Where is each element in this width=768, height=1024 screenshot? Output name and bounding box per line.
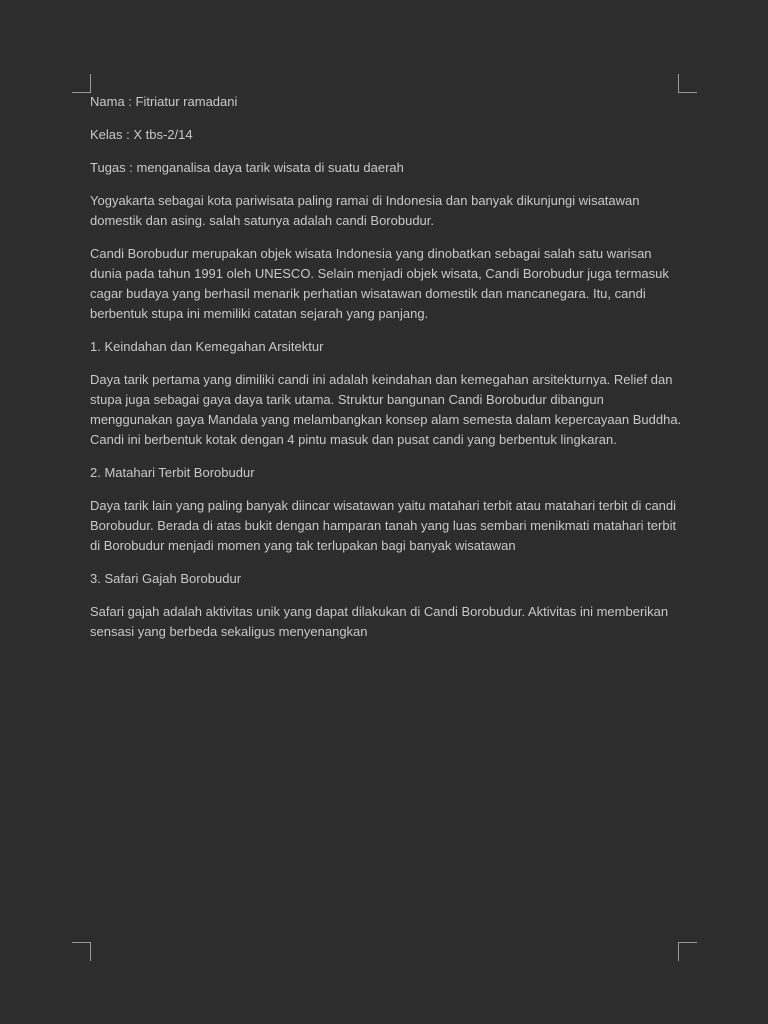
class-line: Kelas : X tbs-2/14 bbox=[90, 127, 193, 142]
section-body-elephant-safari: Safari gajah adalah aktivitas unik yang dapat dilakukan di Candi Borobudur. Aktivitas ini memberikan sensasi yang berbeda sekaligus menyenangkan bbox=[90, 604, 669, 639]
student-name-line: Nama : Fitriatur ramadani bbox=[90, 94, 238, 109]
section-heading-elephant-safari: 3. Safari Gajah Borobudur bbox=[90, 571, 242, 586]
assignment-line: Tugas : menganalisa daya tarik wisata di suatu daerah bbox=[90, 160, 404, 175]
document-body[interactable] bbox=[90, 92, 682, 655]
section-body-architecture: Daya tarik pertama yang dimiliki candi ini adalah keindahan dan kemegahan arsitekturnya. Relief dan stupa juga sebagai gaya daya tarik utama. Struktur bangunan Candi Borobudur dibangun menggunakan gaya Mandala yang melambangkan konsep alam semesta dalam kepercayaan Buddha. Candi ini berbentuk kotak dengan 4 pintu masuk dan pusat candi yang berbentuk lingkaran. bbox=[90, 372, 682, 447]
section-heading-sunrise: 2. Matahari Terbit Borobudur bbox=[90, 465, 255, 480]
top-left-margin-marker bbox=[72, 74, 91, 93]
bottom-right-margin-marker bbox=[678, 942, 697, 961]
section-heading-architecture: 1. Keindahan dan Kemegahan Arsitektur bbox=[90, 339, 324, 354]
intro-paragraph: Yogyakarta sebagai kota pariwisata paling ramai di Indonesia dan banyak dikunjungi wisatawan domestik dan asing. salah satunya adalah candi Borobudur. bbox=[90, 193, 640, 228]
borobudur-paragraph: Candi Borobudur merupakan objek wisata Indonesia yang dinobatkan sebagai salah satu warisan dunia pada tahun 1991 oleh UNESCO. Selain menjadi objek wisata, Candi Borobudur juga termasuk cagar budaya yang berhasil menarik perhatian wisatawan domestik dan mancanegara. Itu, candi berbentuk stupa ini memiliki catatan sejarah yang panjang. bbox=[90, 246, 669, 321]
top-right-margin-marker bbox=[678, 74, 697, 93]
section-body-sunrise: Daya tarik lain yang paling banyak diincar wisatawan yaitu matahari terbit atau matahari terbit di candi Borobudur. Berada di atas bukit dengan hamparan tanah yang luas sembari menikmati matahari terbit di Borobudur menjadi momen yang tak terlupakan bagi banyak wisatawan bbox=[90, 498, 677, 553]
bottom-left-margin-marker bbox=[72, 942, 91, 961]
